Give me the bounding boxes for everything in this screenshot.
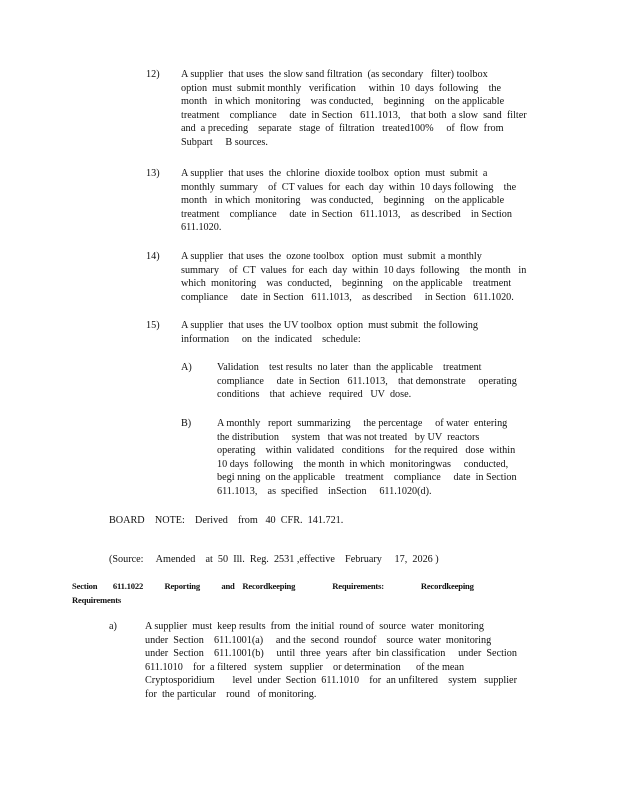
- text-line: Subpart B sources.: [181, 136, 268, 148]
- text-line: under Section 611.1001(a) and the second roundof source water monitoring: [145, 634, 492, 646]
- text-line: conditions that achieve required UV dose.: [217, 389, 412, 401]
- text-line: summary of CT values for each day within 10 days following the month in: [181, 264, 527, 276]
- text-line: compliance date in Section 611.1013, that demonstrate operating: [217, 375, 517, 387]
- text-line: A supplier that uses the chlorine dioxide toolbox option must submit a: [181, 168, 488, 179]
- subitem-a-text: [217, 361, 537, 402]
- text-line: which monitoring was conducted, beginning on the applicable treatment: [181, 278, 512, 290]
- subitem-b-text: [217, 417, 537, 499]
- item-15-text: [181, 319, 541, 346]
- text-line: A monthly report summarizing the percentage of water entering: [217, 418, 508, 429]
- text-line: A supplier must keep results from the initial round of source water monitoring: [145, 621, 484, 632]
- section-a-number: a): [109, 621, 117, 632]
- section-heading-continued: Requirements: [72, 595, 121, 605]
- text-line: Cryptosporidium level under Section 611.1010 for an unfiltered system supplier: [145, 675, 517, 687]
- item-13-text: [181, 167, 541, 235]
- section-heading: Section 611.1022 Reporting and Recordkeeping Requirements: Recordkeeping: [72, 581, 474, 591]
- text-line: under Section 611.1001(b) until three years after bin classification under Section: [145, 648, 517, 660]
- text-line: treatment compliance date in Section 611.1013, that both a slow sand filter: [181, 109, 527, 121]
- text-line: treatment compliance date in Section 611.1013, as described in Section: [181, 208, 512, 220]
- text-line: operating within validated conditions for the required dose within: [217, 445, 516, 457]
- item-14-text: [181, 250, 541, 304]
- text-line: 611.1020.: [181, 222, 222, 234]
- text-line: month in which monitoring was conducted, beginning on the applicable: [181, 195, 505, 207]
- item-13-number: 13): [146, 168, 160, 179]
- text-line: 611.1010 for a filtered system supplier or determination of the mean: [145, 661, 465, 673]
- text-line: option must submit monthly verification within 10 days following the: [181, 82, 502, 94]
- item-12-number: 12): [146, 69, 160, 80]
- section-a-text: [145, 620, 535, 702]
- text-line: information on the indicated schedule:: [181, 333, 361, 345]
- item-15-number: 15): [146, 320, 160, 331]
- source-note: (Source: Amended at 50 Ill. Reg. 2531 ,effective February 17, 2026 ): [109, 554, 439, 565]
- text-line: A supplier that uses the ozone toolbox option must submit a monthly: [181, 251, 482, 262]
- board-note: BOARD NOTE: Derived from 40 CFR. 141.721.: [109, 515, 344, 526]
- text-line: monthly summary of CT values for each day within 10 days following the: [181, 181, 517, 193]
- item-12-text: [181, 68, 541, 150]
- text-line: 611.1013, as specified inSection 611.1020(d).: [217, 485, 432, 497]
- item-14-number: 14): [146, 251, 160, 262]
- text-line: 10 days following the month in which monitoringwas conducted,: [217, 458, 509, 470]
- text-line: and a preceding separate stage of filtration treated100% of flow from: [181, 123, 504, 135]
- subitem-a-number: A): [181, 362, 192, 373]
- text-line: begi nning on the applicable treatment compliance date in Section: [217, 472, 517, 484]
- text-line: the distribution system that was not treated by UV reactors: [217, 431, 480, 443]
- text-line: Validation test results no later than the applicable treatment: [217, 362, 482, 373]
- text-line: A supplier that uses the UV toolbox option must submit the following: [181, 320, 478, 331]
- text-line: compliance date in Section 611.1013, as described in Section 611.1020.: [181, 291, 514, 303]
- subitem-b-number: B): [181, 418, 192, 429]
- text-line: month in which monitoring was conducted, beginning on the applicable: [181, 96, 505, 108]
- text-line: for the particular round of monitoring.: [145, 688, 317, 700]
- text-line: A supplier that uses the slow sand filtration (as secondary filter) toolbox: [181, 69, 488, 80]
